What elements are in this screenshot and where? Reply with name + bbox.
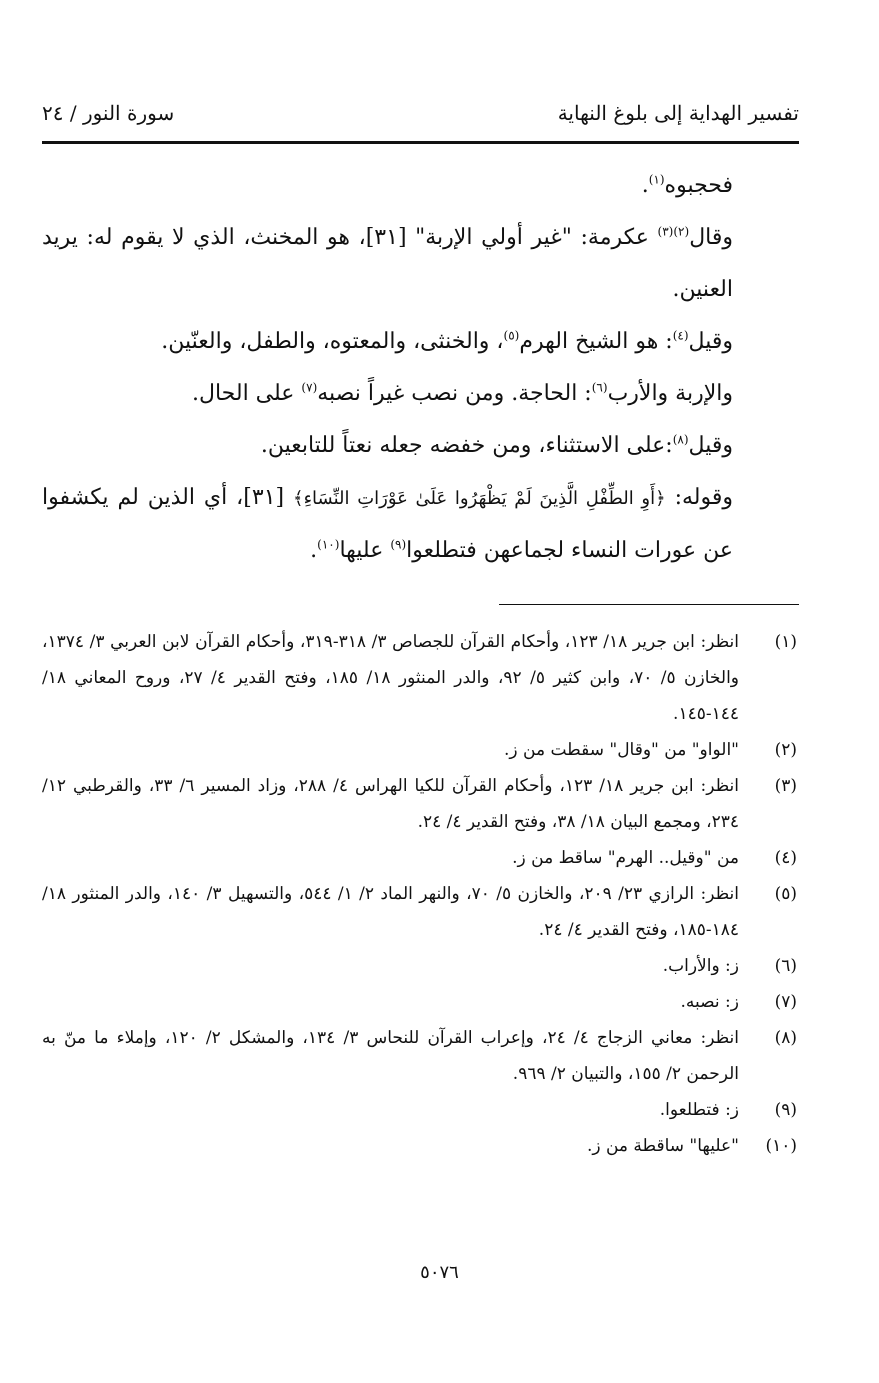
page-number: ٥٠٧٦ [420, 1262, 459, 1283]
footnote-number: (٤) [774, 848, 797, 868]
text-run: عكرمة: "غير أولي الإربة" [٣١]، هو المخنث، الذي لا يقوم له: يريد العنين. [42, 225, 733, 302]
footnote-text: "الواو" من "وقال" سقطت من ز. [504, 740, 739, 760]
text-run: . [310, 538, 318, 563]
footnote [42, 1092, 799, 1128]
text-run: : الحاجة. ومن نصب غيراً نصبه [317, 381, 592, 406]
text-run: : هو الشيخ الهرم [519, 329, 673, 354]
book-title: تفسير الهداية إلى بلوغ النهاية [557, 101, 799, 125]
footnote-number: (٨) [774, 1028, 797, 1048]
footnote [42, 768, 799, 840]
footnote-number: (٢) [774, 740, 797, 760]
footnotes [42, 624, 799, 1164]
footnote-marker: (٢)(٣) [657, 224, 690, 239]
text-run: والإربة والأرب [607, 381, 733, 406]
footnote-text: انظر: الرازي ٢٣/ ٢٠٩، والخازن ٥/ ٧٠، والنهر الماد ٢/ ١/ ٥٤٤، والتسهيل ٣/ ١٤٠، والدر المنثور ١٨/ ١٨٤-١٨٥، وفتح القدير ٤/ ٢٤. [42, 884, 739, 940]
footnote-text: ز: نصبه. [680, 992, 739, 1012]
footnote [42, 732, 799, 768]
text-run: . [641, 173, 649, 198]
footnote-text: ز: فتطلعوا. [659, 1100, 739, 1120]
footnote-number: (٧) [774, 992, 797, 1012]
footnote [42, 624, 799, 732]
footnote-text: انظر: ابن جرير ١٨/ ١٢٣، وأحكام القرآن للجصاص ٣/ ٣١٨-٣١٩، وأحكام القرآن لابن العربي ٣/ ١٣٧٤، والخازن ٥/ ٧٠، وابن كثير ٥/ ٩٢، والدر المنثور ١٨/ ١٨٥، وفتح القدير ٤/ ٢٧، وروح المعاني ١٨/ ١٤٤-١٤٥. [42, 632, 740, 724]
header-divider [42, 141, 799, 144]
footnote [42, 840, 799, 876]
text-run: فحجبوه [664, 173, 733, 198]
footnote-number: (٣) [774, 776, 797, 796]
footnote-text: "عليها" ساقطة من ز. [586, 1136, 739, 1156]
main-text [42, 160, 799, 577]
footnote-text: ز: والأراب. [662, 956, 739, 976]
footnote-number: (١٠) [765, 1136, 797, 1156]
text-run: ، والخنثى، والمعتوه، والطفل، والعنّين. [161, 329, 504, 354]
footnote-marker: (١) [648, 172, 665, 187]
text-run: عليها [339, 538, 391, 563]
footnote-marker: (١٠) [317, 537, 340, 552]
footnote-marker: (٦) [591, 380, 608, 395]
footnote-marker: (٤) [672, 328, 689, 343]
footnote-number: (١) [774, 632, 797, 652]
paragraph [42, 316, 799, 368]
footnote-marker: (٥) [503, 328, 520, 343]
footnote-number: (٦) [774, 956, 797, 976]
text-run: :على الاستثناء، ومن خفضه جعله نعتاً للتابعين. [260, 433, 673, 458]
footnote [42, 948, 799, 984]
paragraph [42, 368, 799, 420]
footnote [42, 984, 799, 1020]
text-run: وقيل [688, 433, 733, 458]
footnote-text: انظر: ابن جرير ١٨/ ١٢٣، وأحكام القرآن للكيا الهراس ٤/ ٢٨٨، وزاد المسير ٦/ ٣٣، والقرطبي ١٢/ ٢٣٤، ومجمع البيان ١٨/ ٣٨، وفتح القدير ٤/ ٢٤. [42, 776, 739, 832]
footnote-marker: (٨) [672, 432, 689, 447]
footnote-number: (٩) [774, 1100, 797, 1120]
footnote-text: من "وقيل.. الهرم" ساقط من ز. [512, 848, 739, 868]
footnote-number: (٥) [774, 884, 797, 904]
paragraph [42, 160, 799, 212]
running-header [42, 98, 799, 128]
paragraph [42, 420, 799, 472]
footnote [42, 1020, 799, 1092]
paragraph [42, 212, 799, 316]
footnote-divider [499, 604, 799, 605]
text-run: وقال [689, 225, 734, 250]
footnote [42, 1128, 799, 1164]
text-run: وقوله: [665, 485, 733, 510]
text-run: على الحال. [191, 381, 302, 406]
paragraph [42, 472, 799, 577]
footnote-marker: (٩) [390, 537, 407, 552]
footnote-marker: (٧) [301, 380, 318, 395]
surah-label: سورة النور / ٢٤ [42, 101, 175, 125]
footnote [42, 876, 799, 948]
text-run: [٣١]، أي الذين لم يكشفوا عن عورات النساء لجماعهن فتطلعوا [42, 485, 733, 563]
quran-verse: ﴿أَوِ الطِّفْلِ الَّذِينَ لَمْ يَظْهَرُوا عَلَىٰ عَوْرَاتِ النِّسَاءِ﴾ [293, 488, 666, 509]
text-run: وقيل [688, 329, 733, 354]
footnote-text: انظر: معاني الزجاج ٤/ ٢٤، وإعراب القرآن للنحاس ٣/ ١٣٤، والمشكل ٢/ ١٢٠، وإملاء ما منّ به الرحمن ٢/ ١٥٥، والتبيان ٢/ ٩٦٩. [42, 1028, 740, 1084]
